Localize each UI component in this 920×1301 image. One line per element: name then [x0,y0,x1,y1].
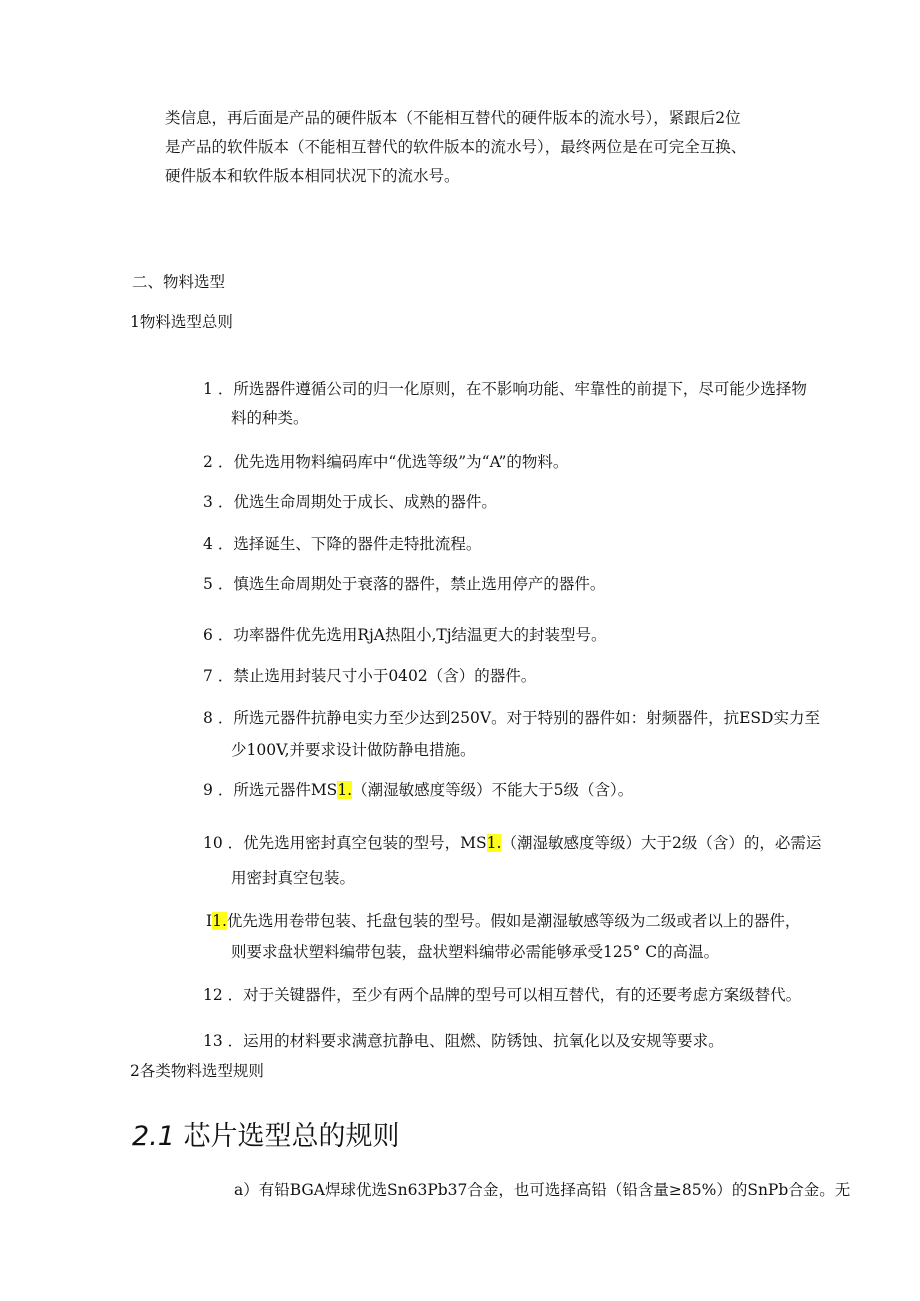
rule-text: ．功率器件优先选用RjA热阻小,Tj结温更大的封装型号。 [217,626,607,644]
rule-text: （潮湿敏感度等级）不能大于5级（含）。 [352,781,634,799]
rule-item [203,490,497,512]
rule-text: ．优先选用密封真空包装的型号，MS [227,834,487,852]
rule-item [206,909,800,931]
intro-line: 类信息，再后面是产品的硬件版本（不能相互替代的硬件版本的流水号），紧跟后2位 [165,109,741,127]
highlighted-text: 1. [337,781,353,799]
rule-number: 8 [203,709,213,727]
rule-continuation: 料的种类。 [231,409,309,427]
rule-number: 1 [203,380,213,398]
rule-text: ．慎选生命周期处于衰落的器件，禁止选用停产的器件。 [217,575,606,593]
rule-continuation: 用密封真空包装。 [231,869,356,887]
rule-number: 3 [203,493,213,511]
rule-item [203,377,807,399]
rule-number: 10 [203,834,223,852]
rule-number: 4 [203,535,213,553]
highlighted-text: 1. [486,834,502,852]
subsection-heading: 1物料选型总则 [130,313,233,331]
rule-item [203,664,536,686]
rule-item [203,450,568,472]
paragraph-a: a）有铅BGA焊球优选Sn63Pb37合金，也可选择高铅（铅含量≥85%）的SnPb合金。无 [234,1181,851,1199]
rule-item [203,778,633,800]
subsection-heading: 2各类物料选型规则 [130,1062,264,1080]
heading-title: 芯片选型总的规则 [183,1121,400,1152]
section-heading: 二、物料选型 [132,273,226,291]
rule-text: ．所选器件遵循公司的归一化原则，在不影响功能、牢靠性的前提下，尽可能少选择物 [217,380,807,398]
rule-number: 6 [203,626,213,644]
rule-item [203,831,821,853]
intro-paragraph [165,104,746,191]
rule-item [203,706,820,728]
rule-text: ．所选元器件MS [217,781,338,799]
rule-item [203,572,605,594]
rule-item [203,1029,724,1051]
intro-line: 是产品的软件版本（不能相互替代的软件版本的流水号），最终两位是在可完全互换、 [165,138,747,156]
rule-text: ．禁止选用封装尺寸小于0402（含）的器件。 [217,667,537,685]
rule-text: ．对于关键器件，至少有两个品牌的型号可以相互替代，有的还要考虑方案级替代。 [227,986,802,1004]
rule-number: 12 [203,986,223,1004]
rule-item [203,532,481,554]
rule-text: 优先选用卷带包装、托盘包装的型号。假如是潮湿敏感等级为二级或者以上的器件， [226,912,801,930]
rule-continuation: 少100V,并要求设计做防静电措施。 [231,741,476,759]
rule-text: （潮湿敏感度等级）大于2级（含）的，必需运 [501,834,822,852]
highlighted-text: 1. [212,912,227,930]
rule-continuation: 则要求盘状塑料编带包装，盘状塑料编带必需能够承受125° C的高温。 [231,943,720,961]
rule-text: ．优先选用物料编码库中“优选等级”为“A”的物料。 [217,453,569,471]
section-2-1-heading [132,1114,400,1153]
rule-text: ．优选生命周期处于成长、成熟的器件。 [217,493,497,511]
rule-text: ．运用的材料要求满意抗静电、阻燃、防锈蚀、抗氧化以及安规等要求。 [227,1032,724,1050]
rule-number: 13 [203,1032,223,1050]
rule-number: 5 [203,575,213,593]
rule-number: 7 [203,667,213,685]
rule-number: I [206,912,213,930]
rule-item [203,983,801,1005]
rule-text: ．所选元器件抗静电实力至少达到250V。对于特别的器件如：射频器件，抗ESD实力至 [217,709,820,727]
rule-number: 2 [203,453,213,471]
rule-text: ．选择诞生、下降的器件走特批流程。 [217,535,482,553]
rule-item [203,623,607,645]
rule-number: 9 [203,781,213,799]
heading-number: 2.1 [132,1121,175,1152]
intro-line: 硬件版本和软件版本相同状况下的流水号。 [165,167,460,185]
